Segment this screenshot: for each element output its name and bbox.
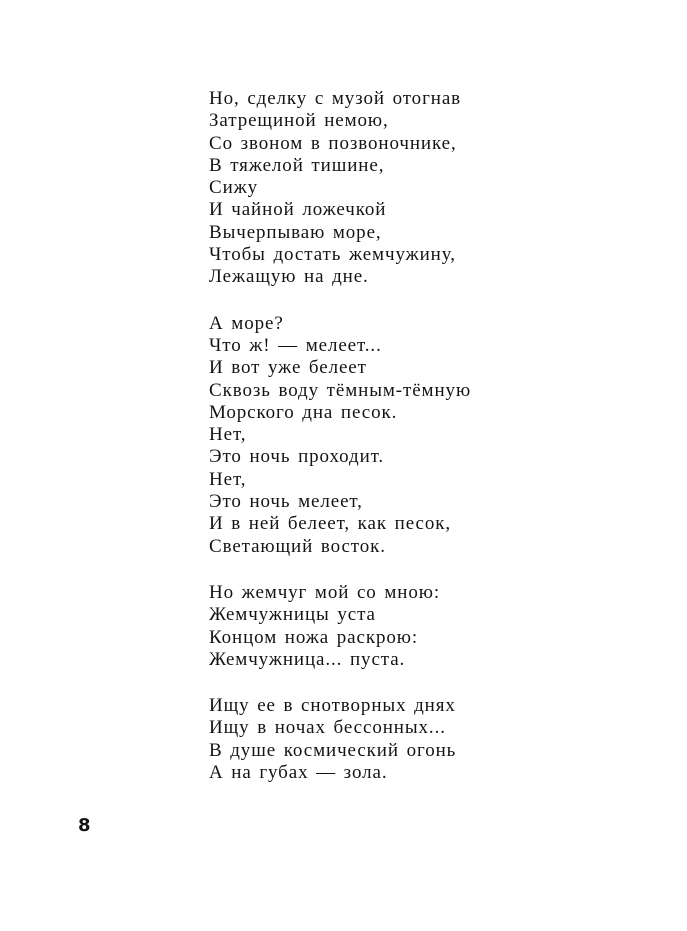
poem-line: Сквозь воду тёмным-тёмную: [209, 379, 472, 401]
poem-line: Вычерпываю море,: [209, 221, 382, 243]
poem-line: Но, сделку с музой отогнав: [209, 88, 462, 109]
poem-line: Светающий восток.: [209, 535, 386, 557]
poem-line: А море?: [209, 312, 284, 334]
poem-line: Это ночь мелеет,: [209, 491, 363, 513]
poem-line: Концом ножа раскрою:: [209, 626, 419, 648]
poem-line: Ищу ее в снотворных днях: [209, 695, 456, 717]
poem-line: Со звоном в позвоночнике,: [209, 132, 457, 154]
poem-line: И чайной ложечкой: [209, 199, 387, 221]
poem-line: Жемчужницы уста: [209, 604, 376, 626]
poem-line: Это ночь проходит.: [209, 446, 385, 468]
poem-line: Сижу: [209, 177, 259, 199]
poem-line: Нет,: [209, 424, 247, 446]
poem-line: Жемчужница... пуста.: [209, 648, 406, 670]
poem-line: Чтобы достать жемчужину,: [209, 244, 456, 266]
poem-line: Что ж! — мелеет...: [209, 334, 382, 356]
stanza-2: [209, 313, 669, 558]
stanza-3: [209, 582, 669, 671]
page-number: 8: [78, 815, 91, 836]
poem-line: Ищу в ночах бессонных...: [209, 717, 446, 739]
poem-line: В душе космический огонь: [209, 739, 457, 761]
stanza-4: [209, 695, 669, 784]
poem-line: Затрещиной немою,: [209, 110, 389, 132]
poem-line: Но жемчуг мой со мною:: [209, 581, 440, 603]
poem-line: И в ней белеет, как песок,: [209, 513, 452, 535]
poem-line: И вот уже белеет: [209, 357, 367, 379]
poem-line: А на губах — зола.: [209, 762, 388, 784]
poem: [209, 88, 669, 784]
poem-line: В тяжелой тишине,: [209, 154, 385, 176]
poem-line: Морского дна песок.: [209, 401, 398, 423]
poem-line: Нет,: [209, 468, 247, 490]
stanza-1: [209, 88, 669, 289]
poem-line: Лежащую на дне.: [209, 266, 369, 288]
